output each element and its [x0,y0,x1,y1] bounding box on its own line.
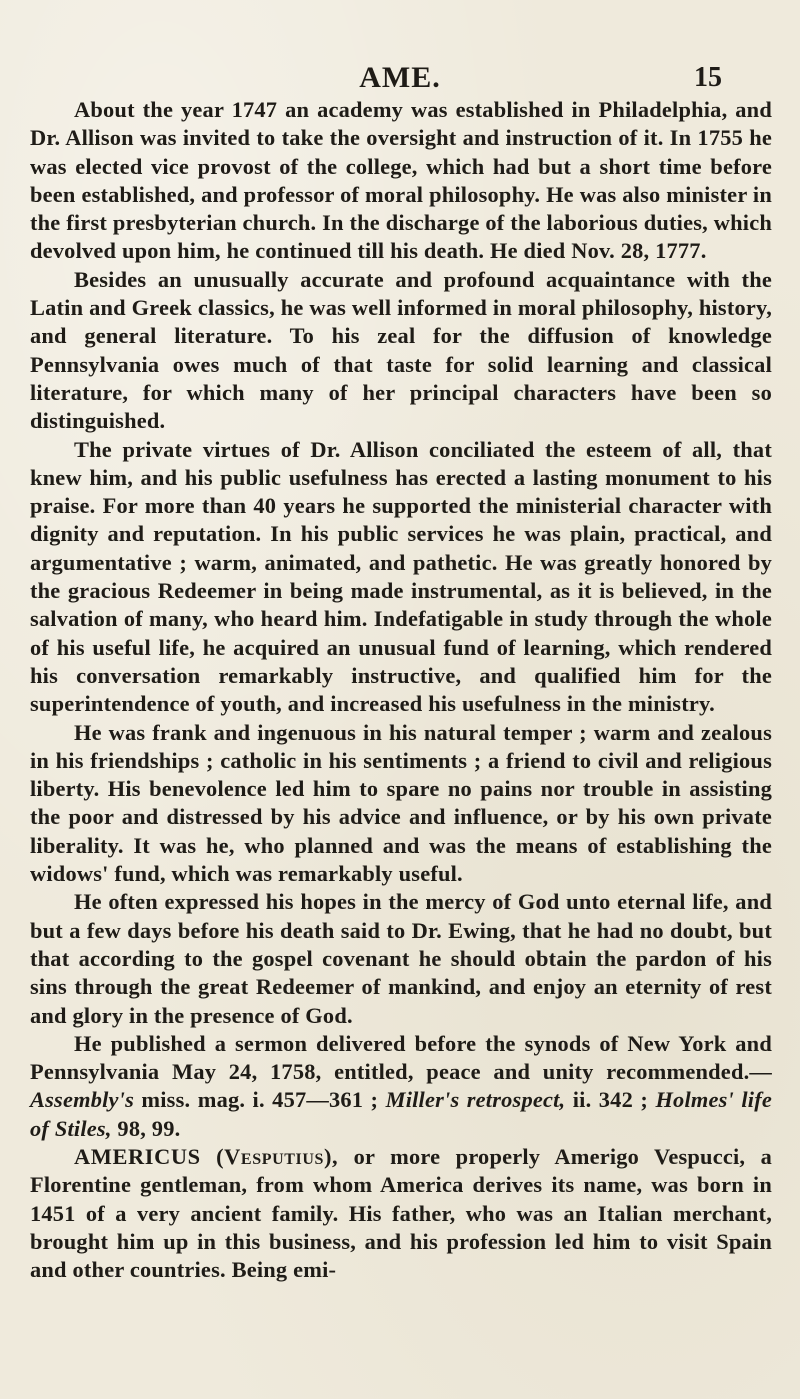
paragraph-5: He often expressed his hopes in the mercy of God unto eternal life, and but a few days before his death said to Dr. Ewing, that he had no doubt, but that according to the gospel covenant he should obtain the pardon of his sins through the great Redeemer of mankind, and enjoy an eternity of rest and glory in the presence of God. [30,889,772,1028]
citation-text-3: ii. 342 ; [565,1087,656,1113]
paragraph-1: About the year 1747 an academy was established in Philadelphia, and Dr. Allison was invited to take the oversight and instruction of it. In 1755 he was elected vice provost of the college, which had but a short time before been established, and professor of moral philosophy. He was also minister in the first presbyterian church. In the discharge of the laborious duties, which devolved upon him, he continued till his death. He died Nov. 28, 1777. [30,97,772,264]
paragraph-7-new-entry [30,1143,772,1284]
paragraph-4: He was frank and ingenuous in his natural temper ; warm and zealous in his friendships ; catholic in his sentiments ; a friend to civil and religious liberty. His benevolence led him to spare no pains nor trouble in assisting the poor and distressed by his advice and influence, or by his own private liberality. It was he, who planned and was the means of establishing the widows' fund, which was remarkably useful. [30,719,772,887]
citation-text-4: 98, 99. [111,1115,181,1141]
paragraph-3: The private virtues of Dr. Allison conciliated the esteem of all, that knew him, and his public usefulness has erected a lasting monument to his praise. For more than 40 years he supported the ministerial character with dignity and reputation. In his public services he was plain, practical, and argumentative ; warm, animated, and pathetic. He was greatly honored by the gracious Redeemer in being made instrumental, as it is believed, in the salvation of many, who heard him. Indefatigable in study through the whole of his useful life, he acquired an unusual fund of learning, which rendered his conversation remarkably instructive, and qualified him for the superintendence of youth, and increased his usefulness in the ministry. [30,436,772,717]
citation-source-2: Miller's retrospect, [385,1087,566,1113]
paragraph-2: Besides an unusually accurate and profound acquaintance with the Latin and Greek classics, he was well informed in moral philosophy, history, and general literature. To his zeal for the diffusion of knowledge Pennsylvania owes much of that taste for solid learning and classical literature, for which many of her principal characters have been so distinguished. [30,266,772,434]
citation-text-1: He published a sermon delivered before the synods of New York and Pennsylvania May 24, 1758, entitled, peace and unity recommended.— [30,1030,772,1085]
citation-text-2: miss. mag. i. 457—361 ; [134,1087,386,1113]
entry-heading: AMERICUS [74,1143,201,1169]
running-head [0,58,800,98]
running-head-title: AME. [359,61,441,94]
page-number: 15 [694,62,722,93]
citation-source-3: Holmes' life of Stiles, [30,1087,772,1141]
body-text [30,96,772,1284]
citation-source-1: Assembly's [30,1087,135,1113]
entry-latin-name: (Vesputius), [216,1143,339,1169]
paragraph-6-citation [30,1030,772,1143]
entry-text: or more properly Amerigo Vespucci, a Florentine gentleman, from whom America derives its name, was born in 1451 of a very ancient family. His father, who was an Italian merchant, brought him up in this business, and his profession led him to visit Spain and other countries. Being emi- [30,1143,772,1283]
